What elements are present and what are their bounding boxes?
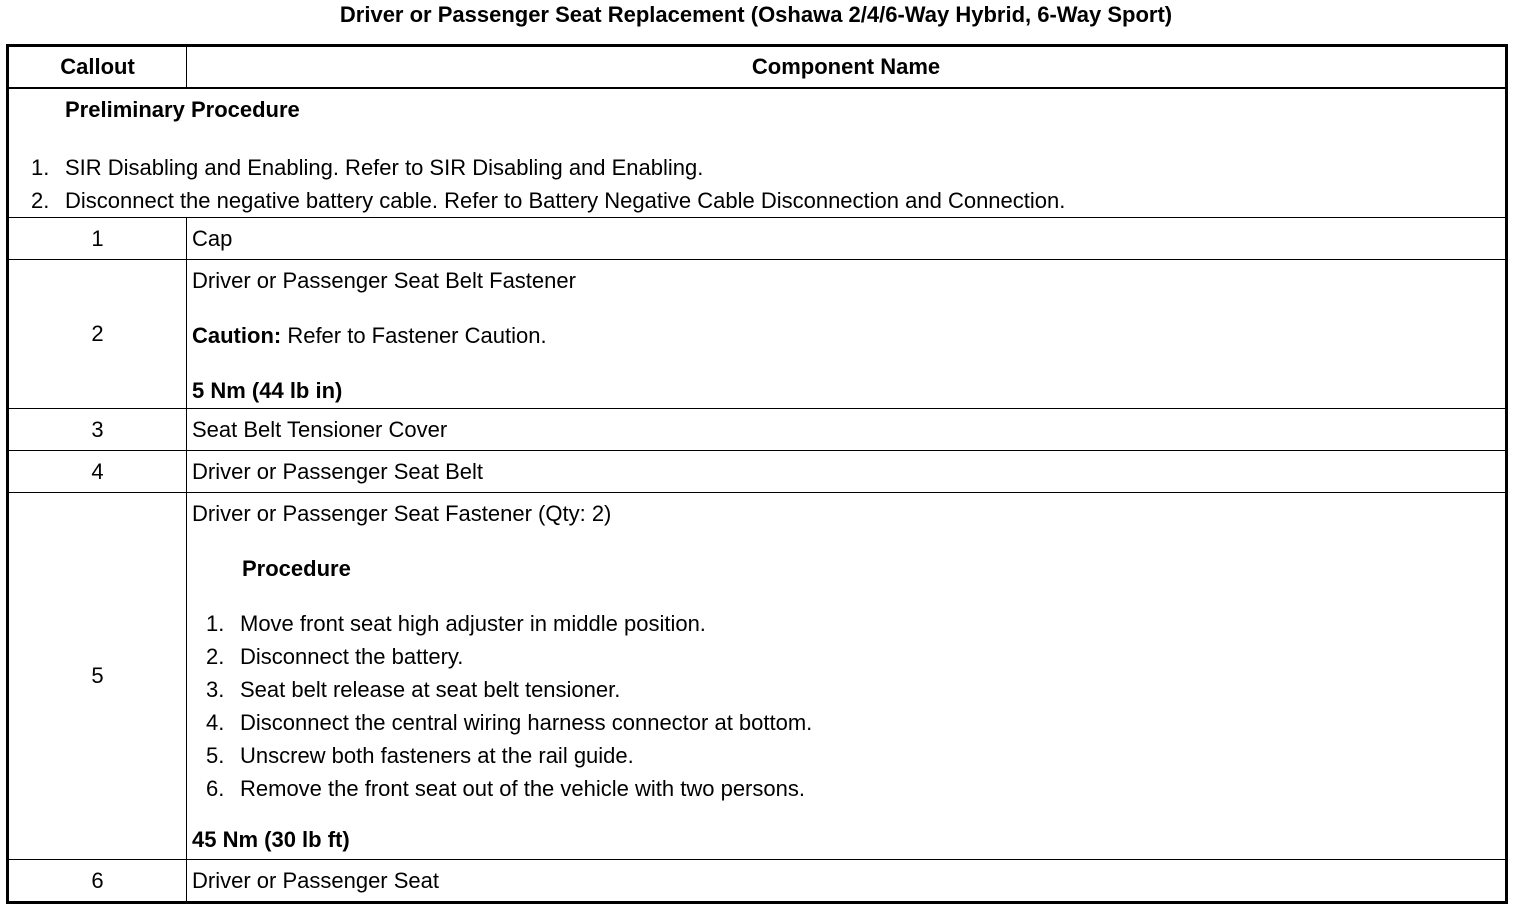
list-item — [206, 673, 1505, 706]
callout-cell: 2 — [8, 260, 187, 409]
list-item — [206, 772, 1505, 805]
page-title: Driver or Passenger Seat Replacement (Oshawa 2/4/6-Way Hybrid, 6-Way Sport) — [339, 2, 1173, 27]
preliminary-procedure-heading: Preliminary Procedure — [65, 97, 300, 122]
component-name-cell: Cap — [187, 218, 1507, 260]
component-name: Driver or Passenger Seat Belt Fastener — [192, 268, 576, 293]
step-number: 5. — [206, 743, 225, 768]
step-text: Unscrew both fasteners at the rail guide. — [240, 743, 634, 768]
table-row — [8, 860, 1507, 903]
step-text: Disconnect the negative battery cable. Refer to Battery Negative Cable Disconnection and Connection. — [65, 188, 1066, 213]
caution-text: Refer to Fastener Caution. — [281, 323, 547, 348]
step-number: 1. — [31, 155, 50, 180]
callout-cell: 6 — [8, 860, 187, 903]
callout-cell: 4 — [8, 451, 187, 493]
step-text: Move front seat high adjuster in middle position. — [240, 611, 706, 636]
step-text: Disconnect the central wiring harness connector at bottom. — [240, 710, 813, 735]
caution-note — [192, 323, 1505, 349]
table-row — [8, 451, 1507, 493]
torque-spec: 5 Nm (44 lb in) — [192, 378, 343, 403]
component-name-cell: Driver or Passenger Seat Belt — [187, 451, 1507, 493]
callout-cell: 3 — [8, 409, 187, 451]
list-item — [206, 739, 1505, 772]
procedure-steps — [206, 607, 1505, 805]
step-text: Remove the front seat out of the vehicle with two persons. — [240, 776, 805, 801]
list-item — [206, 706, 1505, 739]
list-item — [31, 151, 1505, 184]
step-text: Seat belt release at seat belt tensioner. — [240, 677, 621, 702]
table-header-row — [8, 46, 1507, 89]
step-text: SIR Disabling and Enabling. Refer to SIR Disabling and Enabling. — [65, 155, 704, 180]
step-number: 6. — [206, 776, 225, 801]
list-item — [206, 607, 1505, 640]
preliminary-procedure-row — [8, 88, 1507, 218]
caution-label: Caution: — [192, 323, 282, 348]
procedure-heading: Procedure — [242, 556, 351, 581]
component-detail-cell — [187, 260, 1507, 409]
component-name: Driver or Passenger Seat Fastener (Qty: 2) — [192, 501, 612, 526]
table-row — [8, 260, 1507, 409]
step-number: 4. — [206, 710, 225, 735]
preliminary-steps — [31, 151, 1505, 217]
table-row — [8, 218, 1507, 260]
callout-column-header: Callout — [8, 46, 187, 89]
callout-cell: 5 — [8, 493, 187, 860]
component-name-cell: Seat Belt Tensioner Cover — [187, 409, 1507, 451]
component-name-column-header: Component Name — [187, 46, 1507, 89]
preliminary-procedure-cell — [8, 88, 1507, 218]
callout-cell: 1 — [8, 218, 187, 260]
component-name-cell: Driver or Passenger Seat — [187, 860, 1507, 903]
list-item — [31, 184, 1505, 217]
step-number: 2. — [31, 188, 50, 213]
step-text: Disconnect the battery. — [240, 644, 464, 669]
procedure-table — [6, 44, 1508, 904]
step-number: 1. — [206, 611, 225, 636]
table-row — [8, 493, 1507, 860]
step-number: 3. — [206, 677, 225, 702]
list-item — [206, 640, 1505, 673]
torque-spec: 45 Nm (30 lb ft) — [192, 827, 350, 852]
table-row — [8, 409, 1507, 451]
component-detail-cell — [187, 493, 1507, 860]
step-number: 2. — [206, 644, 225, 669]
